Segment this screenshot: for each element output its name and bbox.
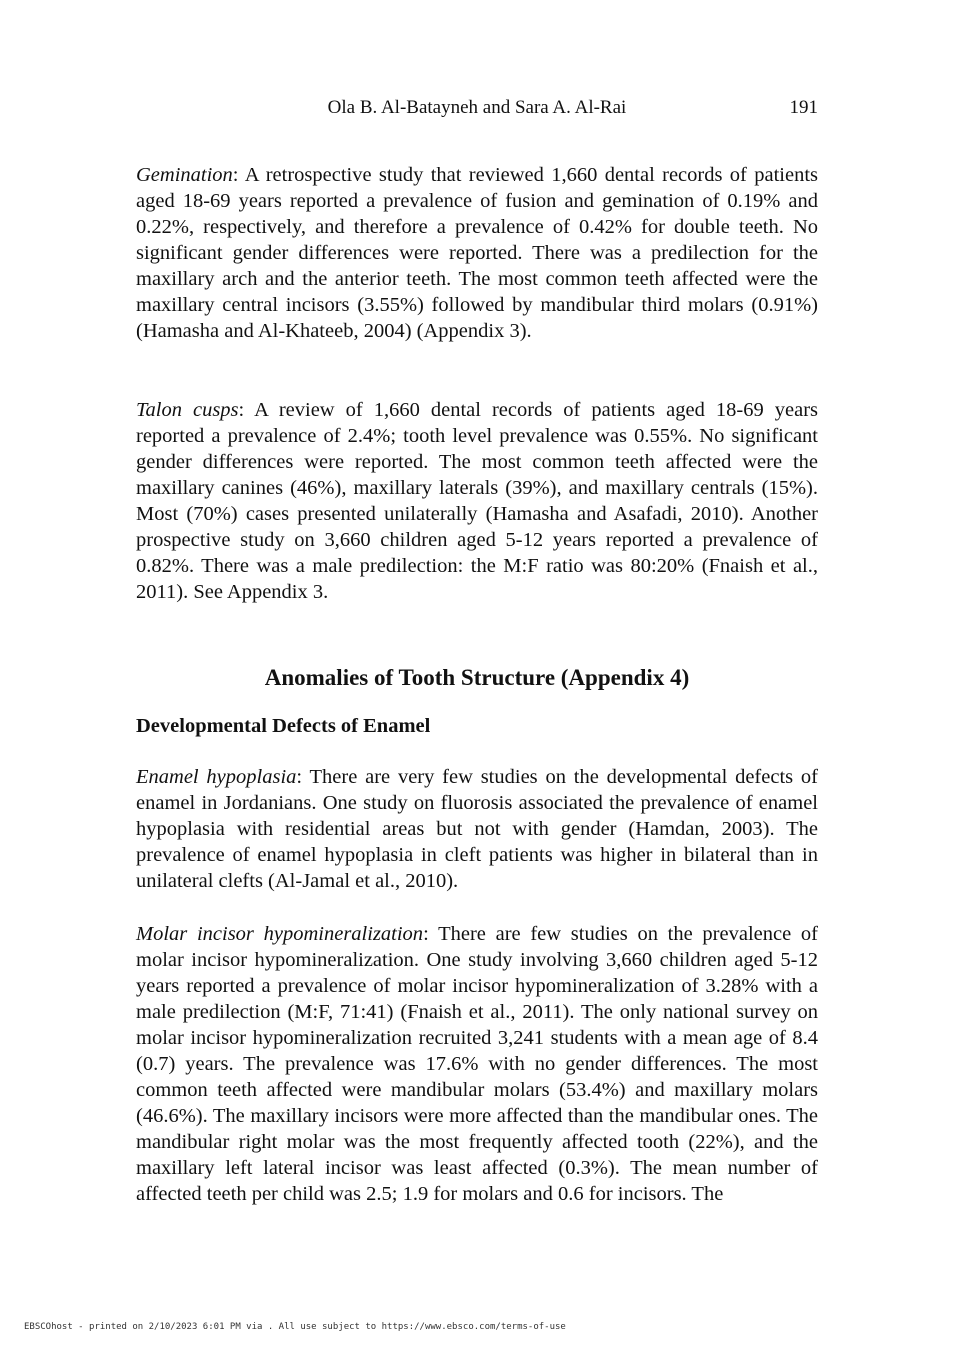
term-talon-cusps: Talon cusps: [136, 399, 239, 421]
paragraph-gemination: [136, 162, 818, 344]
paragraph-enamel-hypoplasia-text: : There are very few studies on the developmental defects of enamel in Jordanians. One study on fluorosis associated the prevalence of enamel hypoplasia with residential areas but not with gender (Hamdan, 2003). The prevalence of enamel hypoplasia in cleft patients was higher in bilateral than in unilateral clefts (Al-Jamal et al., 2010).: [136, 766, 818, 892]
paragraph-mih-text: : There are few studies on the prevalence of molar incisor hypomineralization. One study involving 3,660 children aged 5-12 years reported a prevalence of molar incisor hypomineralization of 3.28% with a male predilection (M:F, 71:41) (Fnaish et al., 2011). The only national survey on molar incisor hypomineralization recruited 3,241 students with a mean age of 8.4 (0.7) years. The prevalence was 17.6% with no gender differences. The most common teeth affected were mandibular molars (53.4%) and maxillary molars (46.6%). The maxillary incisors were more affected than the mandibular ones. The mandibular right molar was the most frequently affected tooth (22%), and the maxillary left lateral incisor was least affected (0.3%). The mean number of affected teeth per child was 2.5; 1.9 for molars and 0.6 for incisors. The: [136, 923, 818, 1205]
running-head-authors: Ola B. Al-Batayneh and Sara A. Al-Rai: [327, 97, 627, 118]
term-gemination: Gemination: [136, 164, 233, 186]
paragraph-talon-cusps-text: : A review of 1,660 dental records of patients aged 18-69 years reported a prevalence of 2.4%; tooth level prevalence was 0.55%. No significant gender differences were reported. The most common teeth affected were the maxillary canines (46%), maxillary laterals (39%), and maxillary centrals (15%). Most (70%) cases presented unilaterally (Hamasha and Asafadi, 2010). Another prospective study on 3,660 children aged 5-12 years reported a prevalence of 0.82%. There was a male predilection: the M:F ratio was 80:20% (Fnaish et al., 2011). See Appendix 3.: [136, 399, 818, 603]
section-heading: Anomalies of Tooth Structure (Appendix 4): [264, 665, 690, 690]
subsection-heading: Developmental Defects of Enamel: [136, 715, 431, 737]
term-enamel-hypoplasia: Enamel hypoplasia: [136, 766, 297, 788]
running-head: [136, 97, 818, 121]
page-number: 191: [789, 97, 818, 118]
paragraph-gemination-text: : A retrospective study that reviewed 1,660 dental records of patients aged 18-69 years reported a prevalence of fusion and gemination of 0.19% and 0.22%, respectively, and therefore a prevalence of 0.42% for double teeth. No significant gender differences were reported. There was a predilection for the maxillary arch and the anterior teeth. The most common teeth affected were the maxillary central incisors (3.55%) followed by mandibular third molars (0.91%) (Hamasha and Al-Khateeb, 2004) (Appendix 3).: [136, 164, 818, 342]
paragraph-enamel-hypoplasia: [136, 764, 818, 894]
term-molar-incisor-hypomineralization: Molar incisor hypomineralization: [136, 923, 424, 945]
print-footer: EBSCOhost - printed on 2/10/2023 6:01 PM via . All use subject to https://www.ebsco.com/terms-of-use: [24, 1322, 566, 1332]
paragraph-talon-cusps: [136, 397, 818, 605]
paragraph-molar-incisor-hypomineralization: [136, 921, 818, 1207]
